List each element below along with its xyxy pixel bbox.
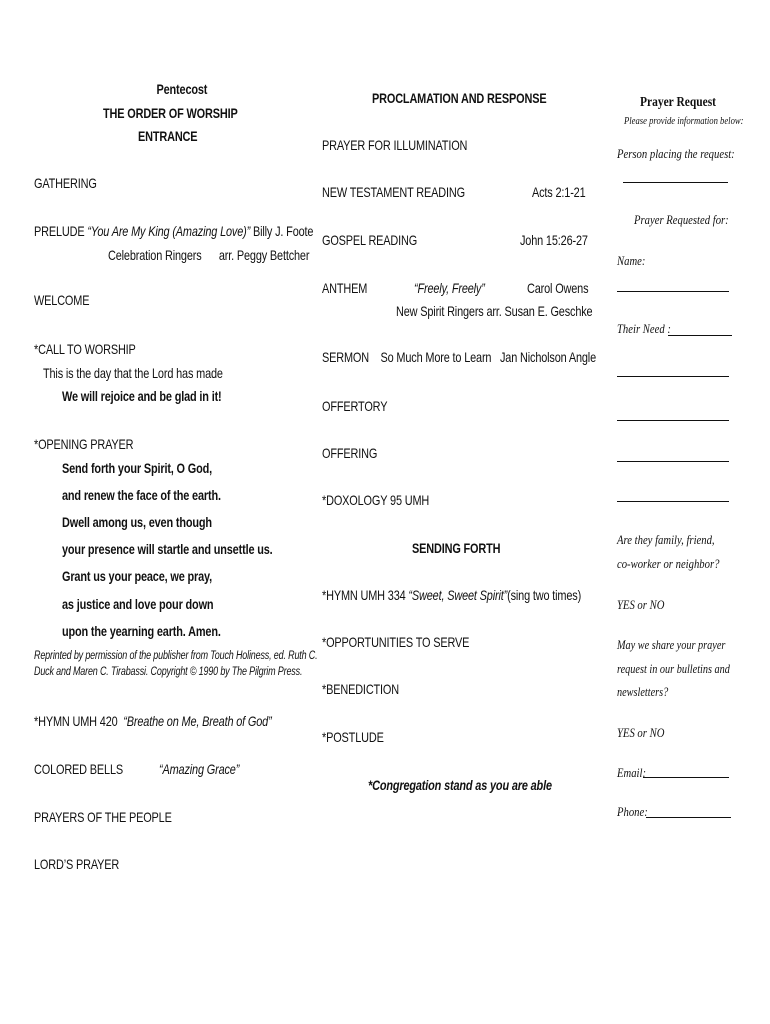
person-placing-label: Person placing the request: <box>617 146 735 161</box>
sermon-title: So Much More to Learn <box>380 349 492 365</box>
name-field[interactable] <box>617 291 729 292</box>
share-question-line1: May we share your prayer <box>617 638 726 652</box>
relation-question-line1: Are they family, friend, <box>617 532 715 547</box>
hymn-420-title: “Breathe on Me, Breath of God” <box>123 713 272 729</box>
share-question-line2: request in our bulletins and <box>617 662 730 676</box>
gospel-reading-ref: John 15:26-27 <box>520 232 588 248</box>
heading-proclamation: PROCLAMATION AND RESPONSE <box>372 90 547 106</box>
lords-prayer: LORD’S PRAYER <box>34 856 120 872</box>
anthem-title: “Freely, Freely” <box>414 280 485 296</box>
heading-sending-forth: SENDING FORTH <box>412 540 501 556</box>
requested-for-label: Prayer Requested for: <box>634 212 729 227</box>
prayer-line: and renew the face of the earth. <box>62 487 221 503</box>
hymn-334-note: (sing two times) <box>507 587 582 603</box>
sermon-line <box>322 349 596 365</box>
hymn-334-label: *HYMN UMH 334 <box>322 587 406 603</box>
person-placing-field[interactable] <box>623 182 728 183</box>
offertory-label: OFFERTORY <box>322 398 388 414</box>
call-to-worship-leader: This is the day that the Lord has made <box>43 365 223 381</box>
prelude-credits <box>108 247 309 263</box>
prayer-line: as justice and love pour down <box>62 596 214 612</box>
call-to-worship-response: We will rejoice and be glad in it! <box>62 388 222 404</box>
offering-label: OFFERING <box>322 445 378 461</box>
title-pentecost: Pentecost <box>156 81 208 97</box>
heading-entrance: ENTRANCE <box>138 128 198 144</box>
congregation-stand-note: *Congregation stand as you are able <box>368 777 552 793</box>
sermon-speaker: Jan Nicholson Angle <box>499 349 596 365</box>
hymn-334-line <box>322 587 581 603</box>
relation-question-line2: co-worker or neighbor? <box>617 556 720 571</box>
prelude-line <box>34 223 313 239</box>
prelude-composer: Billy J. Foote <box>252 223 314 239</box>
prelude-label: PRELUDE <box>34 223 85 239</box>
email-field[interactable] <box>643 777 729 778</box>
opportunities-to-serve: *OPPORTUNITIES TO SERVE <box>322 634 470 650</box>
prayer-line: Send forth your Spirit, O God, <box>62 460 213 476</box>
anthem-composer: Carol Owens <box>527 280 589 296</box>
opening-prayer-label: *OPENING PRAYER <box>34 436 134 452</box>
postlude-label: *POSTLUDE <box>322 729 384 745</box>
nt-reading-ref: Acts 2:1-21 <box>532 184 586 200</box>
phone-label: Phone: <box>617 804 648 819</box>
email-label: Email: <box>617 765 647 780</box>
prayer-line: Grant us your peace, we pray, <box>62 568 213 584</box>
prayers-of-the-people: PRAYERS OF THE PEOPLE <box>34 809 172 825</box>
their-need-field[interactable] <box>668 335 732 336</box>
sermon-label: SERMON <box>322 349 369 365</box>
copyright-credit-line1: Reprinted by permission of the publisher from Touch Holiness, ed. Ruth C. <box>34 650 318 662</box>
doxology-label: *DOXOLOGY 95 UMH <box>322 492 430 508</box>
welcome-label: WELCOME <box>34 292 90 308</box>
their-need-field-line4[interactable] <box>617 461 729 462</box>
copyright-credit-line2: Duck and Maren C. Tirabassi. Copyright © 1990 by The Pilgrim Press. <box>34 666 303 678</box>
benediction-label: *BENEDICTION <box>322 681 400 697</box>
their-need-field-line3[interactable] <box>617 420 729 421</box>
prayer-request-subtitle: Please provide information below: <box>624 116 744 127</box>
colored-bells-label: COLORED BELLS <box>34 761 124 777</box>
phone-field[interactable] <box>646 817 731 818</box>
name-label: Name: <box>617 253 646 268</box>
relation-yes-no[interactable]: YES or NO <box>617 597 665 612</box>
prayer-line: your presence will startle and unsettle us. <box>62 541 273 557</box>
their-need-field-line5[interactable] <box>617 501 729 502</box>
hymn-334-title: “Sweet, Sweet Spirit” <box>408 587 508 603</box>
gospel-reading-label: GOSPEL READING <box>322 232 418 248</box>
their-need-field-line2[interactable] <box>617 376 729 377</box>
hymn-420-line <box>34 713 272 729</box>
call-to-worship-label: *CALL TO WORSHIP <box>34 341 136 357</box>
prelude-arranger: arr. Peggy Bettcher <box>218 247 310 263</box>
prayer-line: upon the yearning earth. Amen. <box>62 623 221 639</box>
prayer-line: Dwell among us, even though <box>62 514 212 530</box>
hymn-420-label: *HYMN UMH 420 <box>34 713 118 729</box>
prayer-request-title: Prayer Request <box>640 95 716 110</box>
nt-reading-label: NEW TESTAMENT READING <box>322 184 465 200</box>
gathering-label: GATHERING <box>34 175 97 191</box>
their-need-label: Their Need : <box>617 321 671 336</box>
colored-bells-title: “Amazing Grace” <box>159 761 240 777</box>
share-yes-no[interactable]: YES or NO <box>617 725 665 740</box>
share-question-line3: newsletters? <box>617 685 669 699</box>
prelude-performers: Celebration Ringers <box>108 247 202 263</box>
anthem-label: ANTHEM <box>322 280 368 296</box>
title-order-of-worship: THE ORDER OF WORSHIP <box>103 105 238 121</box>
anthem-credit: New Spirit Ringers arr. Susan E. Geschke <box>396 303 593 319</box>
prayer-for-illumination: PRAYER FOR ILLUMINATION <box>322 137 468 153</box>
prelude-title: “You Are My King (Amazing Love)” <box>87 223 251 239</box>
